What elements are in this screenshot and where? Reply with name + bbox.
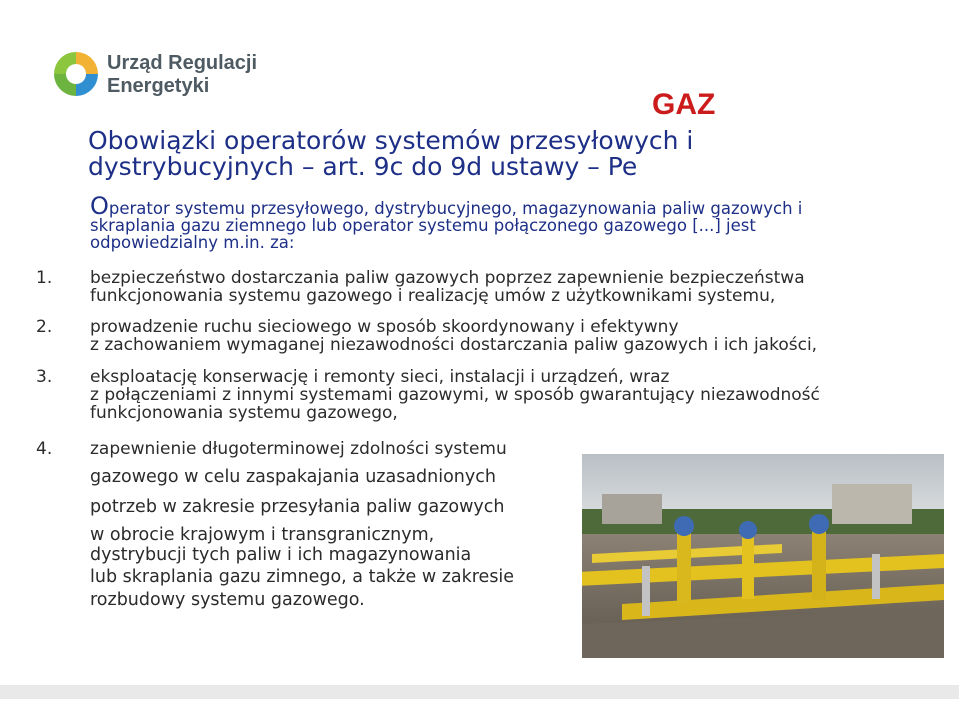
title-line-2: dystrybucyjnych – art. 9c do 9d ustawy – Pe <box>88 152 638 181</box>
list-number: 1. <box>36 268 53 288</box>
list-item-line: bezpieczeństwo dostarczania paliw gazowych poprzez zapewnienie bezpieczeństwa <box>90 268 805 288</box>
continuation-line: lub skraplania gazu zimnego, a także w zakresie <box>90 567 515 587</box>
drop-cap: O <box>90 192 109 220</box>
list-item-line: funkcjonowania systemu gazowego i realizację umów z użytkownikami systemu, <box>90 286 776 306</box>
intro-line-2: skraplania gazu ziemnego lub operator systemu połączonego gazowego [...] jest <box>90 216 756 235</box>
list-item-line: eksploatację konserwację i remonty sieci, instalacji i urządzeń, wraz <box>90 367 670 387</box>
continuation-line: gazowego w celu zaspakajania uzasadnionych <box>90 467 496 487</box>
list-item-line: prowadzenie ruchu sieciowego w sposób skoordynowany i efektywny <box>90 317 679 337</box>
list-item-line: zapewnienie długoterminowej zdolności systemu <box>90 439 507 459</box>
list-item-line: z zachowaniem wymaganej niezawodności dostarczania paliw gazowych i ich jakości, <box>90 335 818 355</box>
section-tag: GAZ <box>652 88 716 121</box>
ure-logo <box>52 50 282 110</box>
footer-bar <box>0 685 959 699</box>
logo-line-1: Urząd Regulacji <box>107 52 258 74</box>
list-number: 3. <box>36 367 53 387</box>
list-number: 2. <box>36 317 53 337</box>
logo-text <box>107 52 257 98</box>
continuation-line: potrzeb w zakresie przesyłania paliw gazowych <box>90 497 505 517</box>
continuation-line: dystrybucji tych paliw i ich magazynowania <box>90 545 472 565</box>
list-item-line: z połączeniami z innymi systemami gazowymi, w sposób gwarantujący niezawodność <box>90 385 820 405</box>
list-item-line: funkcjonowania systemu gazowego, <box>90 403 398 423</box>
continuation-line: w obrocie krajowym i transgranicznym, <box>90 525 435 545</box>
list-number: 4. <box>36 439 53 459</box>
title-line-1: Obowiązki operatorów systemów przesyłowych i <box>88 126 694 155</box>
slide-title <box>88 128 808 180</box>
logo-line-2: Energetyki <box>107 75 210 97</box>
continuation-line: rozbudowy systemu gazowego. <box>90 590 365 610</box>
intro-paragraph <box>90 192 942 252</box>
ure-logo-icon <box>52 50 100 98</box>
intro-line-3: odpowiedzialny m.in. za: <box>90 233 295 252</box>
intro-line-1: perator systemu przesyłowego, dystrybucyjnego, magazynowania paliw gazowych i <box>108 199 803 218</box>
gas-installation-photo <box>582 454 944 658</box>
pipeline-image <box>582 454 944 658</box>
